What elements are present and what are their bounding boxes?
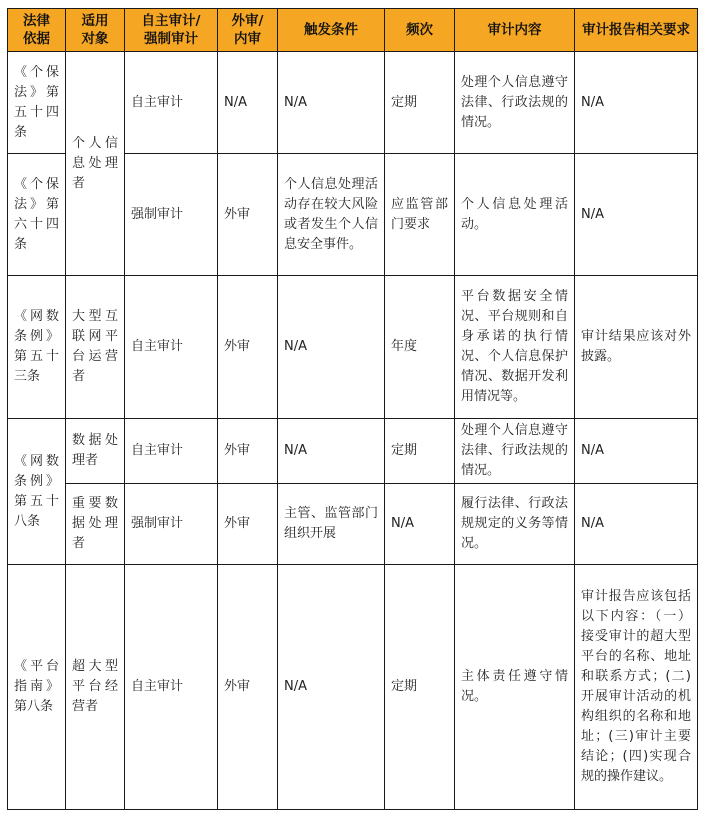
cell-ext: 外审 (218, 276, 278, 419)
cell-report: N/A (575, 419, 698, 484)
header-freq: 频次 (385, 9, 455, 52)
cell-type: 强制审计 (125, 484, 218, 565)
cell-type: 自主审计 (125, 565, 218, 810)
cell-type: 自主审计 (125, 276, 218, 419)
cell-freq: 年度 (385, 276, 455, 419)
header-ext: 外审/ 内审 (218, 9, 278, 52)
cell-subject: 个人信息处理者 (66, 52, 125, 276)
cell-law: 《网数条例》第五十八条 (8, 419, 66, 565)
cell-content: 主体责任遵守情况。 (455, 565, 575, 810)
cell-subject: 重要数据处理者 (66, 484, 125, 565)
cell-ext: 外审 (218, 419, 278, 484)
header-trigger: 触发条件 (278, 9, 385, 52)
header-row (8, 9, 698, 52)
cell-freq: N/A (385, 484, 455, 565)
header-type: 自主审计/ 强制审计 (125, 9, 218, 52)
cell-trigger: 个人信息处理活动存在较大风险或者发生个人信息安全事件。 (278, 154, 385, 276)
cell-ext: 外审 (218, 565, 278, 810)
cell-content: 处理个人信息遵守法律、行政法规的情况。 (455, 419, 575, 484)
cell-content: 平台数据安全情况、平台规则和自身承诺的执行情况、个人信息保护情况、数据开发利用情况等。 (455, 276, 575, 419)
table-row (8, 484, 698, 565)
cell-ext: 外审 (218, 484, 278, 565)
cell-law: 《个保法》第五十四条 (8, 52, 66, 154)
cell-trigger: N/A (278, 52, 385, 154)
cell-type: 自主审计 (125, 419, 218, 484)
header-law: 法律 依据 (8, 9, 66, 52)
cell-type: 自主审计 (125, 52, 218, 154)
cell-report: N/A (575, 52, 698, 154)
cell-freq: 定期 (385, 52, 455, 154)
header-subject: 适用 对象 (66, 9, 125, 52)
cell-type: 强制审计 (125, 154, 218, 276)
cell-trigger: N/A (278, 419, 385, 484)
cell-trigger: N/A (278, 565, 385, 810)
cell-content: 履行法律、行政法规规定的义务等情况。 (455, 484, 575, 565)
table-row (8, 276, 698, 419)
cell-content: 个人信息处理活动。 (455, 154, 575, 276)
cell-report: N/A (575, 484, 698, 565)
table-row (8, 52, 698, 154)
cell-subject: 数据处理者 (66, 419, 125, 484)
cell-ext: 外审 (218, 154, 278, 276)
cell-trigger: 主管、监管部门组织开展 (278, 484, 385, 565)
cell-trigger: N/A (278, 276, 385, 419)
cell-report: 审计结果应该对外披露。 (575, 276, 698, 419)
cell-subject: 超大型平台经营者 (66, 565, 125, 810)
header-report: 审计报告相关要求 (575, 9, 698, 52)
cell-law: 《个保法》第六十四条 (8, 154, 66, 276)
cell-report: N/A (575, 154, 698, 276)
table-row (8, 565, 698, 810)
cell-law: 《平台指南》第八条 (8, 565, 66, 810)
cell-freq: 应监管部门要求 (385, 154, 455, 276)
cell-ext: N/A (218, 52, 278, 154)
cell-freq: 定期 (385, 419, 455, 484)
table-row (8, 419, 698, 484)
audit-requirements-table (7, 8, 698, 810)
header-content: 审计内容 (455, 9, 575, 52)
cell-freq: 定期 (385, 565, 455, 810)
cell-law: 《网数条例》第五十三条 (8, 276, 66, 419)
cell-report: 审计报告应该包括以下内容：（一）接受审计的超大型平台的名称、地址和联系方式；(二)开展审计活动的机构组织的名称和地址；(三)审计主要结论；(四)实现合规的操作建议。 (575, 565, 698, 810)
cell-subject: 大型互联网平台运营者 (66, 276, 125, 419)
cell-content: 处理个人信息遵守法律、行政法规的情况。 (455, 52, 575, 154)
